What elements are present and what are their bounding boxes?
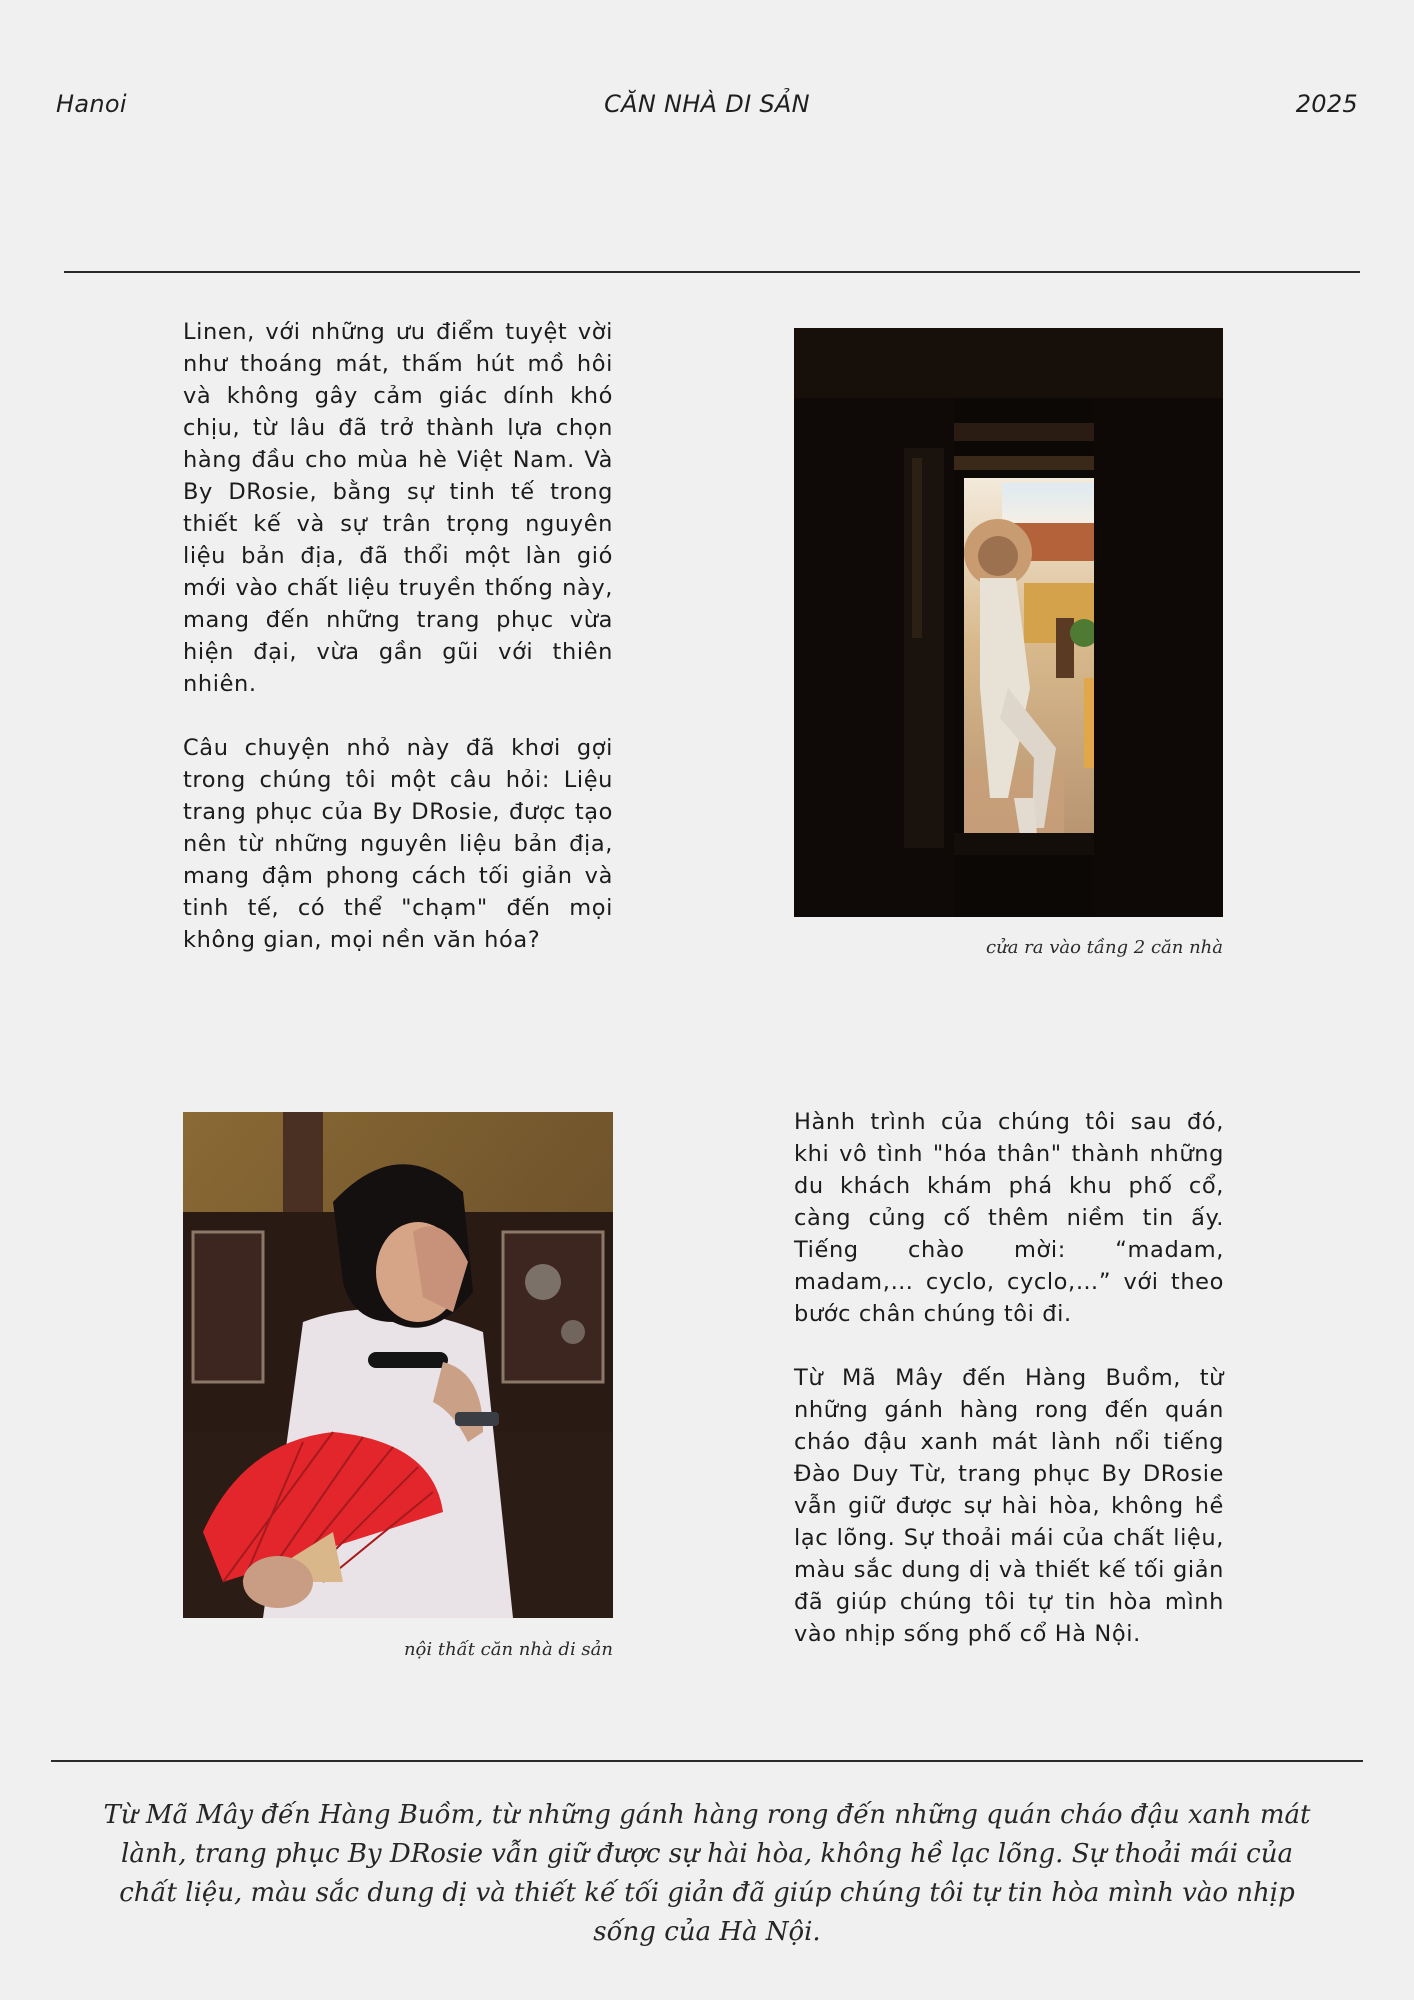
section1-paragraph-1: Linen, với những ưu điểm tuyệt vời như thoáng mát, thấm hút mồ hôi và không gây cảm giác dính khó chịu, từ lâu đã trở thành lựa chọn hàng đầu cho mùa hè Việt Nam. Và By DRosie, bằng sự tinh tế trong thiết kế và sự trân trọng nguyên liệu bản địa, đã thổi một làn gió mới vào chất liệu truyền thống này, mang đến những trang phục vừa hiện đại, vừa gần gũi với thiên nhiên.	[183, 319, 613, 697]
header-title: CĂN NHÀ DI SẢN	[604, 90, 810, 118]
section2-paragraph-2: Từ Mã Mây đến Hàng Buồm, từ những gánh hàng rong đến quán cháo đậu xanh mát lành nổi tiếng Đào Duy Từ, trang phục By DRosie vẫn giữ được sự hài hòa, không hề lạc lõng. Sự thoải mái của chất liệu, màu sắc dung dị và thiết kế tối giản đã giúp chúng tôi tự tin hòa mình vào nhịp sống phố cổ Hà Nội.	[794, 1365, 1224, 1647]
section2-paragraph-1: Hành trình của chúng tôi sau đó, khi vô tình "hóa thân" thành những du khách khám phá khu phố cổ, càng củng cố thêm niềm tin ấy. Tiếng chào mời: “madam, madam,… cyclo, cyclo,…” với theo bước chân chúng tôi đi.	[794, 1109, 1224, 1327]
header-year: 2025	[1295, 90, 1358, 118]
top-divider	[64, 271, 1360, 273]
doorway-photo	[794, 328, 1223, 917]
pull-quote: Từ Mã Mây đến Hàng Buồm, từ những gánh hàng rong đến những quán cháo đậu xanh mát lành, trang phục By DRosie vẫn giữ được sự hài hòa, không hề lạc lõng. Sự thoải mái của chất liệu, màu sắc dung dị và thiết kế tối giản đã giúp chúng tôi tự tin hòa mình vào nhịp sống của Hà Nội.	[103, 1800, 1311, 1947]
section1-text	[183, 316, 613, 956]
section1-paragraph-2: Câu chuyện nhỏ này đã khơi gợi trong chúng tôi một câu hỏi: Liệu trang phục của By DRosie, được tạo nên từ những nguyên liệu bản địa, mang đậm phong cách tối giản và tinh tế, có thể "chạm" đến mọi không gian, mọi nền văn hóa?	[183, 735, 613, 953]
fan-photo-caption: nội thất căn nhà di sản	[403, 1639, 613, 1660]
header-location: Hanoi	[56, 90, 127, 118]
bottom-divider	[51, 1760, 1363, 1762]
section2-text	[794, 1106, 1224, 1650]
doorway-photo-caption: cửa ra vào tầng 2 căn nhà	[986, 937, 1223, 958]
fan-portrait-photo	[183, 1112, 613, 1618]
